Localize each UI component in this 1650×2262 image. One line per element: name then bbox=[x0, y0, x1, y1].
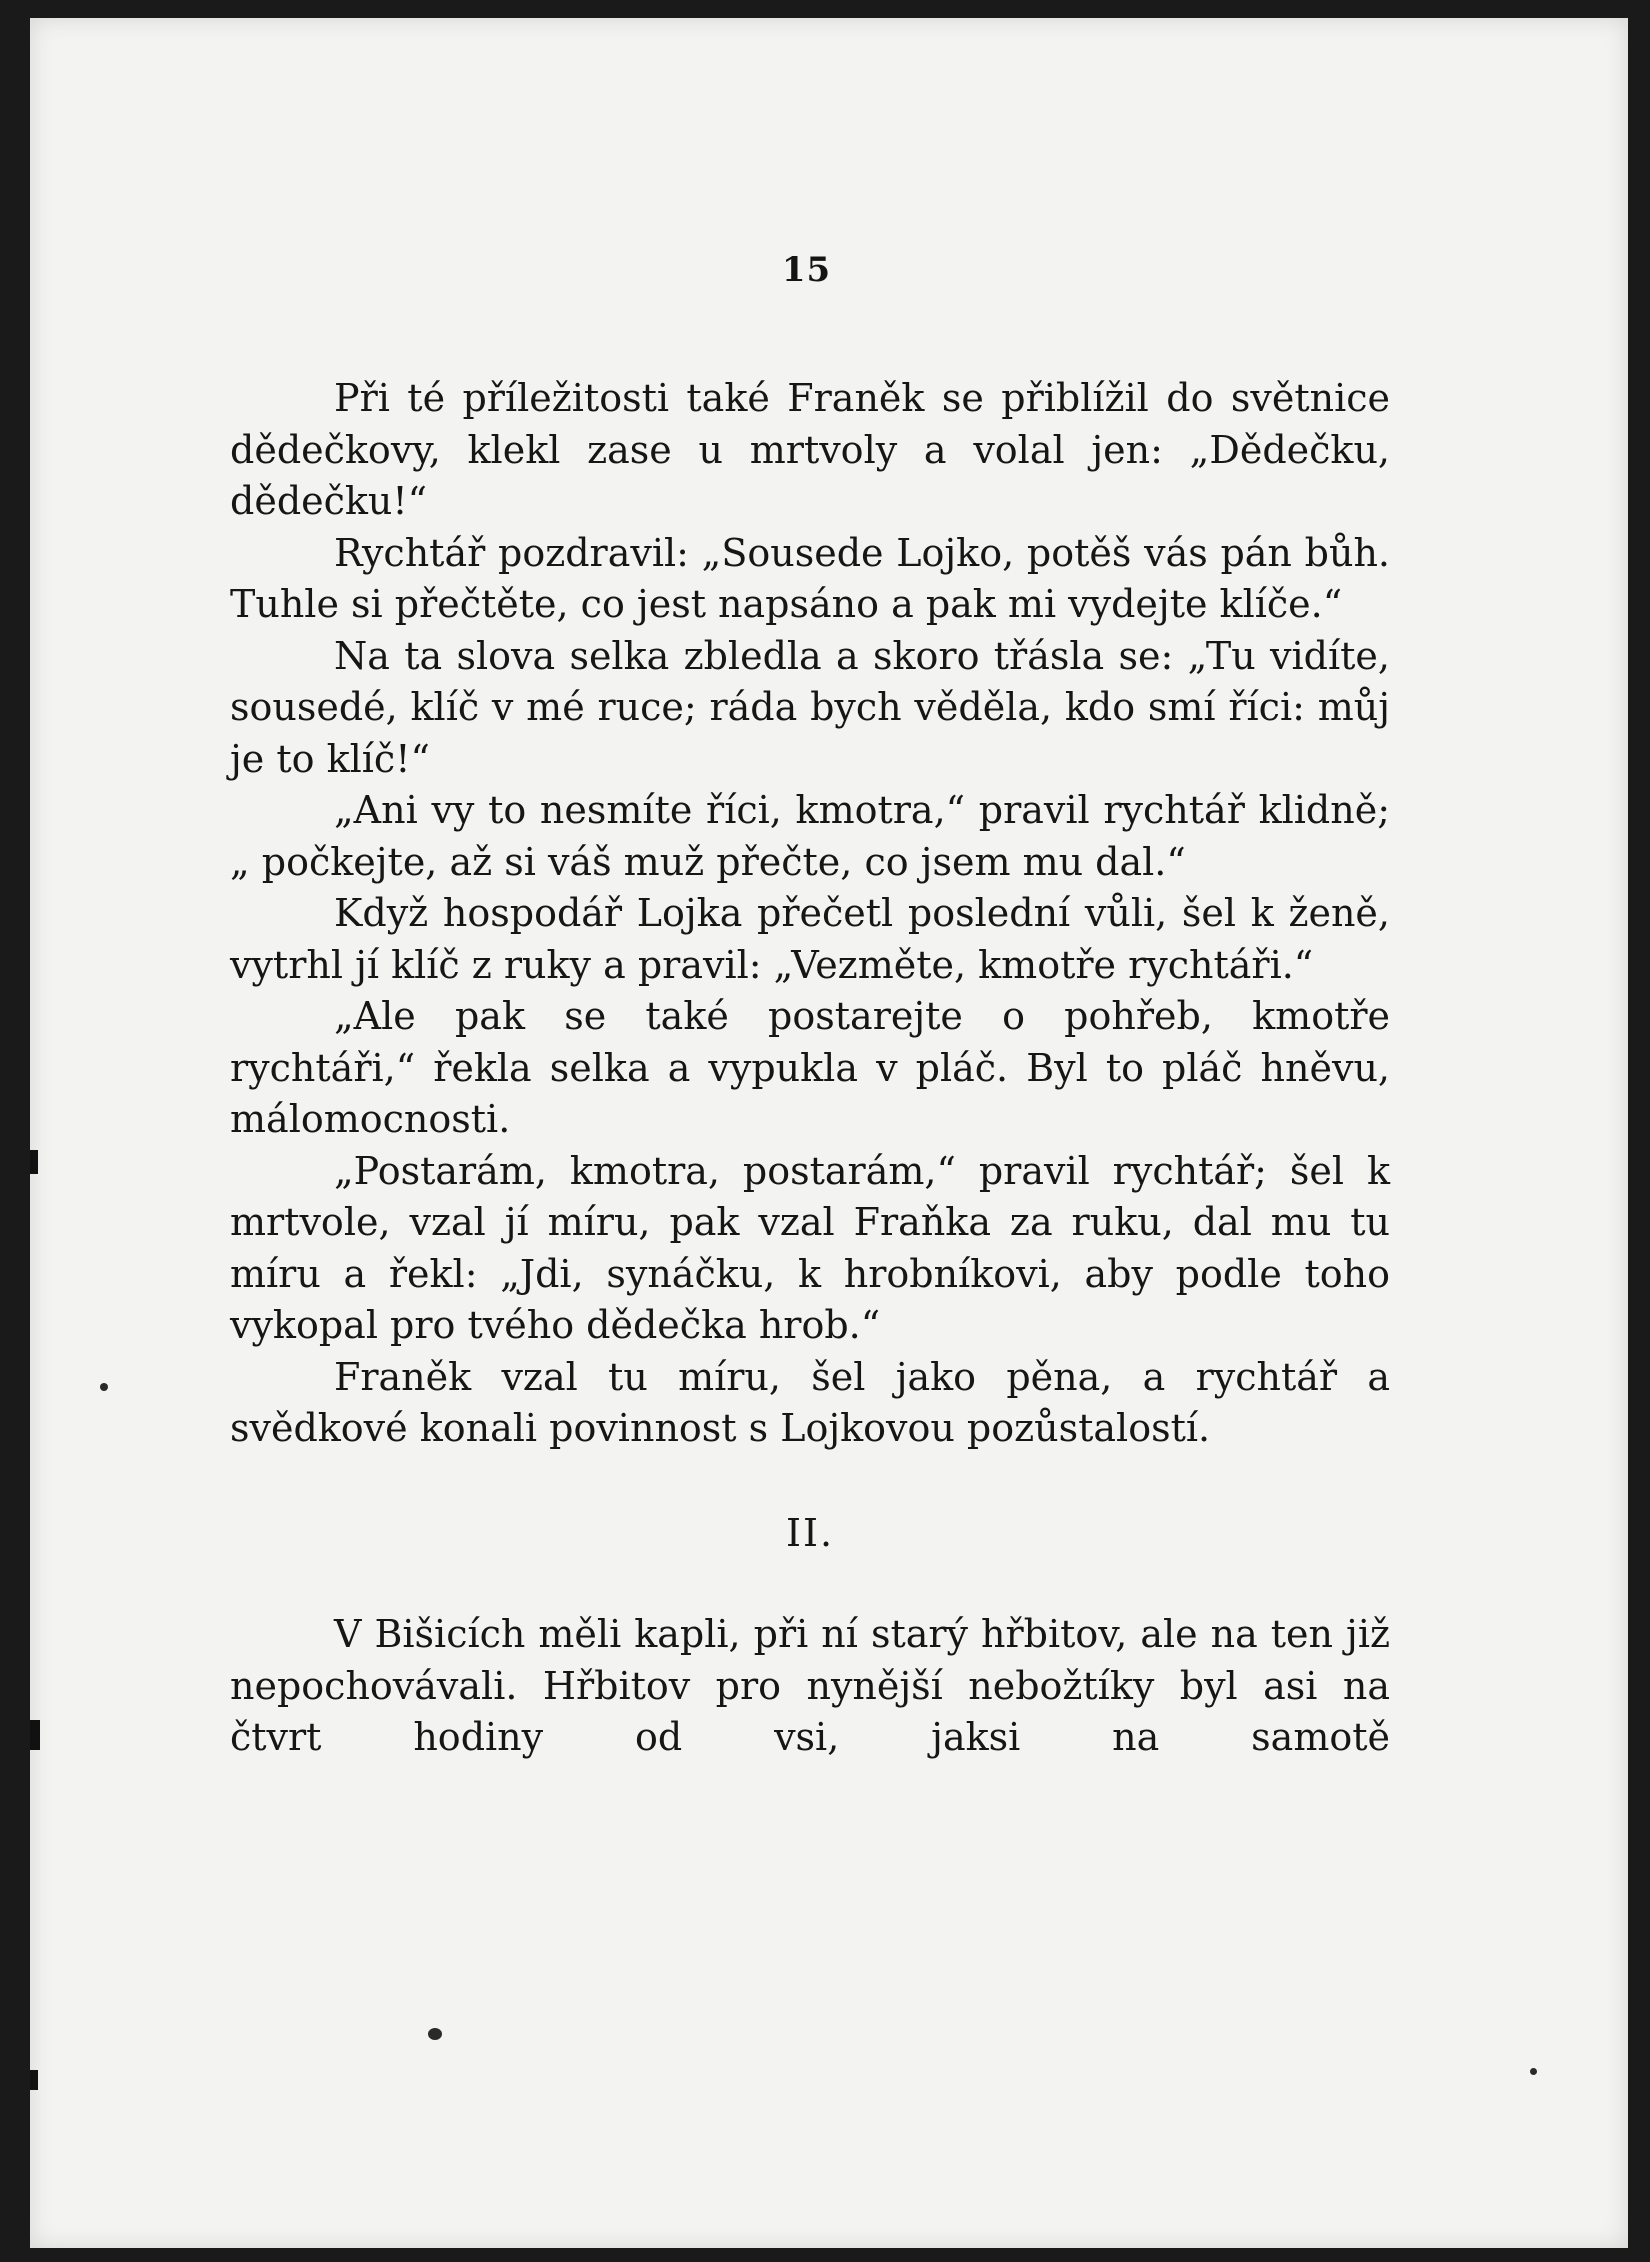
paragraph: Při té příležitosti také Franěk se přiblížil do světnice dědečkovy, klekl zase u mrtvoly a volal jen: „Dědečku, dědečku!“ bbox=[230, 376, 1390, 523]
body-text bbox=[230, 373, 1390, 1764]
chapter-heading: II. bbox=[785, 1510, 835, 1555]
binding-mark bbox=[30, 2070, 38, 2090]
paragraph: „Postarám, kmotra, postarám,“ pravil rychtář; šel k mrtvole, vzal jí míru, pak vzal Fraňka za ruku, dal mu tu míru a řekl: „Jdi, synáčku, k hrobníkovi, aby podle toho vykopal pro tvého dědečka hrob.“ bbox=[230, 1148, 1390, 1347]
page-number: 15 bbox=[781, 250, 832, 290]
book-page bbox=[30, 18, 1628, 2248]
binding-mark bbox=[30, 1720, 40, 1750]
paragraph: Na ta slova selka zbledla a skoro třásla se: „Tu vidíte, sousedé, klíč v mé ruce; ráda bych věděla, kdo smí říci: můj je to klíč!“ bbox=[230, 633, 1390, 781]
scan-speck bbox=[428, 2028, 442, 2040]
paragraph: Franěk vzal tu míru, šel jako pěna, a rychtář a svědkové konali povinnost s Lojkovou pozůstalostí. bbox=[230, 1354, 1390, 1450]
paragraph: „Ale pak se také postarejte o pohřeb, kmotře rychtáři,“ řekla selka a vypukla v pláč. Byl to pláč hněvu, málomocnosti. bbox=[230, 994, 1390, 1141]
binding-mark bbox=[30, 1150, 38, 1174]
scan-speck bbox=[100, 1383, 108, 1391]
scan-speck bbox=[1530, 2068, 1537, 2075]
paragraph: Když hospodář Lojka přečetl poslední vůli, šel k ženě, vytrhl jí klíč z ruky a pravil: „Vezměte, kmotře rychtáři.“ bbox=[230, 891, 1390, 987]
paragraph: V Bišicích měli kapli, při ní starý hřbitov, ale na ten již nepochovávali. Hřbitov pro nynější nebožtíky byl asi na čtvrt hodiny od vsi, jaksi na samotě bbox=[230, 1612, 1390, 1759]
paragraph: Rychtář pozdravil: „Sousede Lojko, potěš vás pán bůh. Tuhle si přečtěte, co jest napsáno a pak mi vydejte klíče.“ bbox=[230, 530, 1390, 626]
paragraph: „Ani vy to nesmíte říci, kmotra,“ pravil rychtář klidně; „ počkejte, až si váš muž přečte, co jsem mu dal.“ bbox=[230, 788, 1390, 884]
